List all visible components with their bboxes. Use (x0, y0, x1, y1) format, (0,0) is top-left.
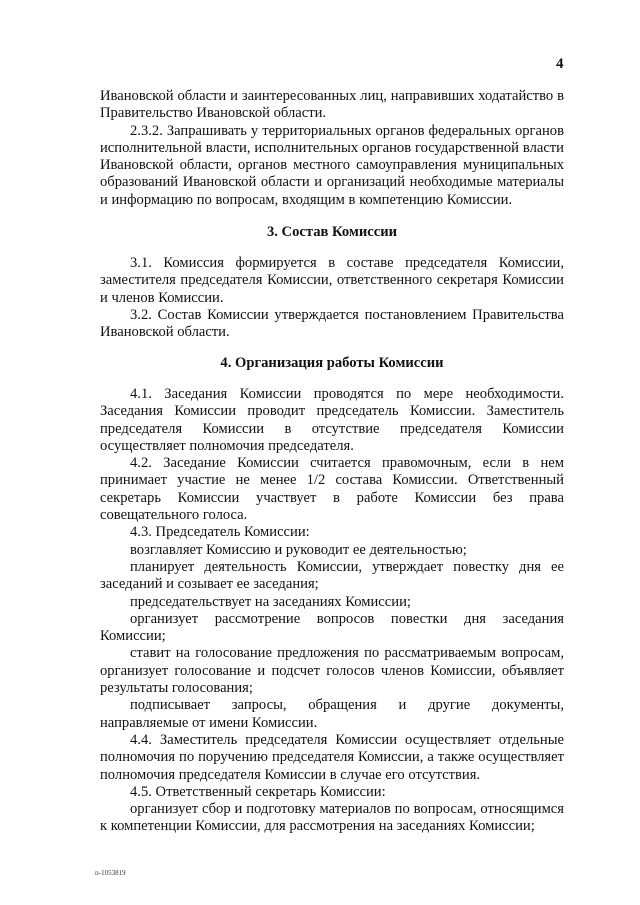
paragraph: Ивановской области и заинтересованных лиц, направивших ходатайство в Правительство Ивановской области. (100, 88, 564, 122)
list-item: планирует деятельность Комиссии, утверждает повестку дня ее заседаний и созывает ее заседания; (100, 558, 564, 593)
document-code: п-1053819 (95, 869, 126, 877)
list-item: ставит на голосование предложения по рассматриваемым вопросам, организует голосование и подсчет голосов членов Комиссии, объявляет результаты голосования; (100, 645, 564, 697)
paragraph: 4.4. Заместитель председателя Комиссии осуществляет отдельные полномочия по поручению председателя Комиссии, а также осуществляет полномочия председателя Комиссии в случае его отсутствия. (100, 731, 564, 783)
section-3-body (100, 255, 564, 341)
paragraph: 4.3. Председатель Комиссии: (130, 524, 310, 541)
list-item: организует сбор и подготовку материалов по вопросам, относящимся к компетенции Комиссии, для рассмотрения на заседаниях Комиссии; (100, 801, 564, 835)
list-item: возглавляет Комиссию и руководит ее деятельностью; (130, 541, 467, 558)
paragraph: 4.2. Заседание Комиссии считается правомочным, если в нем принимает участие не менее 1/2 состава Комиссии. Ответственный секретарь Комиссии участвует в работе Комиссии без права совещательного голоса. (100, 455, 564, 524)
paragraph: 4.5. Ответственный секретарь Комиссии: (130, 783, 386, 800)
section-4-heading: 4. Организация работы Комиссии (220, 355, 444, 371)
page-number: 4 (556, 56, 564, 72)
section-3-heading: 3. Состав Комиссии (266, 224, 398, 240)
intro-block (100, 88, 564, 209)
paragraph: 2.3.2. Запрашивать у территориальных органов федеральных органов исполнительной власти, исполнительных органов государственной власти Ивановской области, органов местного самоуправления муниципальных образований Ивановской области и организаций необходимые материалы и информацию по вопросам, входящим в компетенцию Комиссии. (100, 122, 564, 208)
paragraph: 3.1. Комиссия формируется в составе председателя Комиссии, заместителя председателя Комиссии, ответственного секретаря Комиссии и членов Комиссии. (100, 255, 564, 306)
list-item: председательствует на заседаниях Комиссии; (130, 593, 411, 610)
list-item: организует рассмотрение вопросов повестки дня заседания Комиссии; (100, 610, 564, 645)
section-4-body (100, 386, 564, 836)
paragraph: 4.1. Заседания Комиссии проводятся по мере необходимости. Заседания Комиссии проводит председатель Комиссии. Заместитель председателя Комиссии в отсутствие председателя Комиссии осуществляет полномочия председателя. (100, 386, 564, 454)
paragraph: 3.2. Состав Комиссии утверждается постановлением Правительства Ивановской области. (100, 306, 564, 341)
list-item: подписывает запросы, обращения и другие документы, направляемые от имени Комиссии. (100, 697, 564, 731)
